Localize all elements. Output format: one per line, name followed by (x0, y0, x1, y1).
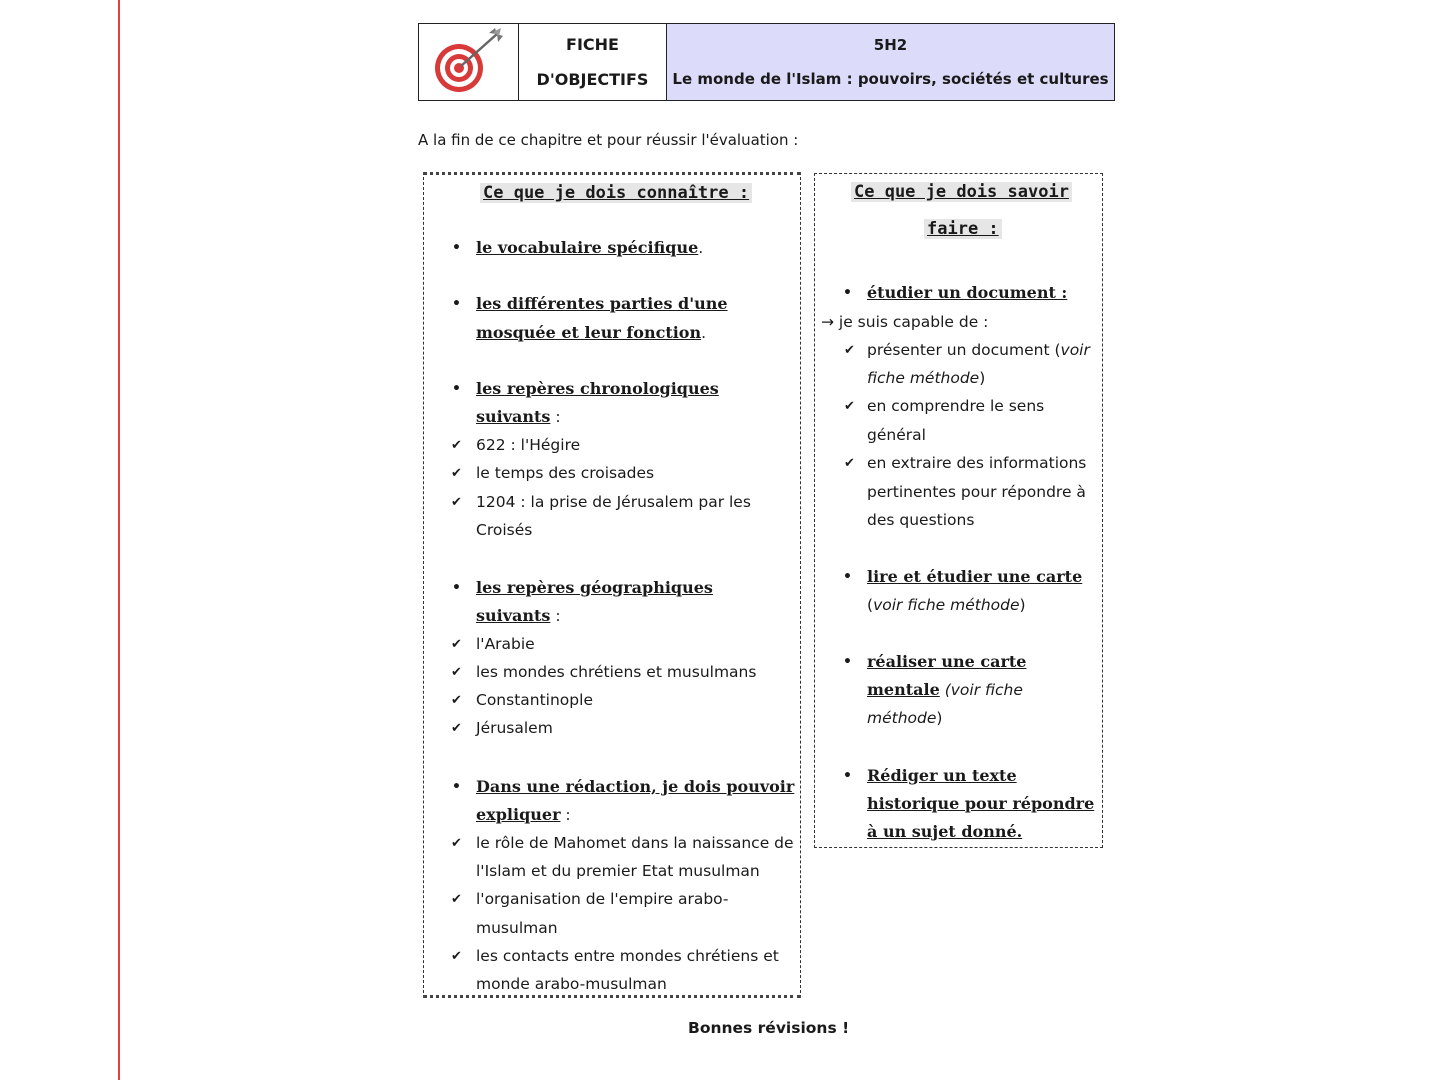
redac-sub-item-cont: monde arabo-musulman (476, 975, 667, 993)
bullet-dot: • (452, 296, 461, 312)
chapter-title: Le monde de l'Islam : pouvoirs, sociétés et cultures (672, 70, 1109, 88)
bullet-dot: • (843, 654, 852, 670)
mental-map-text-2: mentale (867, 680, 940, 699)
write-text-item-line3 (867, 822, 1022, 842)
mental-map-item-line2 (867, 680, 1023, 700)
check-mark: ✔ (844, 399, 855, 414)
check-mark: ✔ (451, 438, 462, 453)
write-text-1: Rédiger un texte (867, 766, 1017, 785)
geo-sub-item: Constantinople (476, 691, 593, 709)
map-item (867, 567, 1082, 587)
check-mark: ✔ (844, 456, 855, 471)
check-mark: ✔ (844, 343, 855, 358)
mental-map-note: (voir fiche (944, 681, 1023, 699)
chrono-text-2: suivants (476, 407, 551, 426)
fiche-label: FICHE (566, 35, 619, 54)
capable-text: → je suis capable de : (821, 313, 989, 331)
bullet-dot: • (843, 768, 852, 784)
geo-item-line2: suivants : (476, 606, 561, 625)
map-text: lire et étudier une carte (867, 567, 1083, 586)
doc-sub-item: en extraire des informations (867, 454, 1087, 472)
chapter-title-cell (667, 24, 1114, 100)
chrono-sub-item: le temps des croisades (476, 464, 655, 482)
target-logo-cell (419, 24, 519, 100)
skills-box (814, 173, 1103, 848)
bullet-dot: • (843, 285, 852, 301)
redac-sub-item: l'organisation de l'empire arabo- (476, 890, 729, 908)
write-text-item-line2 (867, 794, 1094, 814)
vocab-text: le vocabulaire spécifique (476, 238, 699, 257)
mosquee-item-line1 (476, 294, 728, 314)
check-mark: ✔ (451, 693, 462, 708)
mosquee-text-2: mosquée et leur fonction (476, 323, 702, 342)
doc-sub-item (867, 340, 1090, 360)
map-note-text: ) (1019, 596, 1026, 614)
bullet-dot: • (452, 779, 461, 795)
geo-text-2: suivants (476, 606, 551, 625)
chrono-sub-item-cont: Croisés (476, 521, 533, 539)
bullet-dot: • (452, 381, 461, 397)
mosquee-text-1: les différentes parties d'une (476, 294, 728, 313)
redac-text-2: expliquer (476, 805, 561, 824)
skills-heading-line2: faire : (924, 219, 1002, 239)
check-mark: ✔ (451, 892, 462, 907)
chrono-text-1: les repères chronologiques (476, 379, 719, 398)
check-mark: ✔ (451, 637, 462, 652)
check-mark: ✔ (451, 495, 462, 510)
geo-item-line1 (476, 578, 713, 598)
mental-map-item-line1 (867, 652, 1026, 672)
intro-text: A la fin de ce chapitre et pour réussir l'évaluation : (418, 131, 799, 149)
redac-sub-item-cont: musulman (476, 919, 558, 937)
doc-sub-text: présenter un document ( (867, 341, 1061, 359)
chrono-sub-item: 622 : l'Hégire (476, 436, 581, 454)
check-mark: ✔ (451, 949, 462, 964)
doc-sub-item: en comprendre le sens (867, 397, 1045, 415)
closing-message: Bonnes révisions ! (688, 1019, 850, 1037)
vocab-item: le vocabulaire spécifique. (476, 238, 704, 257)
study-document-item (867, 283, 1067, 303)
map-note (867, 595, 1026, 615)
bullet-dot: • (843, 569, 852, 585)
redac-sub-item: le rôle de Mahomet dans la naissance de (476, 834, 794, 852)
geo-text-1: les repères géographiques (476, 578, 713, 597)
knowledge-box (423, 172, 801, 998)
chapter-code: 5H2 (873, 36, 908, 54)
target-arrow-icon (419, 24, 518, 100)
mental-map-text-1: réaliser une carte (867, 652, 1027, 671)
chrono-sub-item: 1204 : la prise de Jérusalem par les (476, 493, 751, 511)
write-text-2: historique pour répondre (867, 794, 1095, 813)
bullet-dot: • (452, 240, 461, 256)
geo-sub-item: l'Arabie (476, 635, 535, 653)
doc-sub-italic: voir (1060, 341, 1090, 359)
redac-text-1: Dans une rédaction, je dois pouvoir (476, 777, 795, 796)
header-table (418, 23, 1115, 101)
skills-heading-line1: Ce que je dois savoir (851, 182, 1072, 202)
check-mark: ✔ (451, 665, 462, 680)
redac-item-line1 (476, 777, 794, 797)
geo-sub-item: Jérusalem (476, 719, 553, 737)
map-note-text: ( (867, 596, 874, 614)
page-margin-line (118, 0, 120, 1080)
mental-map-note-text: ) (936, 709, 943, 727)
study-document-text: étudier un document : (867, 283, 1068, 302)
write-text-item-line1 (867, 766, 1017, 786)
doc-sub-item-cont: général (867, 426, 926, 444)
check-mark: ✔ (451, 836, 462, 851)
mental-map-note-italic: méthode (867, 709, 937, 727)
write-text-3: à un sujet donné. (867, 822, 1023, 841)
doc-sub-text: ) (979, 369, 986, 387)
doc-sub-italic: fiche méthode (867, 369, 980, 387)
redac-sub-item: les contacts entre mondes chrétiens et (476, 947, 779, 965)
check-mark: ✔ (451, 466, 462, 481)
redac-item-line2: expliquer : (476, 805, 571, 824)
bullet-dot: • (452, 580, 461, 596)
objectifs-label: D'OBJECTIFS (536, 70, 649, 89)
mental-map-note-cont (867, 708, 942, 728)
chrono-item-line1 (476, 379, 719, 399)
chrono-item-line2: suivants : (476, 407, 561, 426)
knowledge-heading: Ce que je dois connaître : (480, 183, 752, 203)
check-mark: ✔ (451, 721, 462, 736)
geo-sub-item: les mondes chrétiens et musulmans (476, 663, 757, 681)
doc-sub-item-cont: des questions (867, 511, 975, 529)
fiche-objectifs-cell (519, 24, 667, 100)
map-note-italic: voir fiche méthode (873, 596, 1020, 614)
doc-sub-item-cont: pertinentes pour répondre à (867, 483, 1086, 501)
redac-sub-item-cont: l'Islam et du premier Etat musulman (476, 862, 760, 880)
doc-sub-item-cont (867, 368, 985, 388)
mosquee-item-line2: mosquée et leur fonction. (476, 323, 707, 342)
